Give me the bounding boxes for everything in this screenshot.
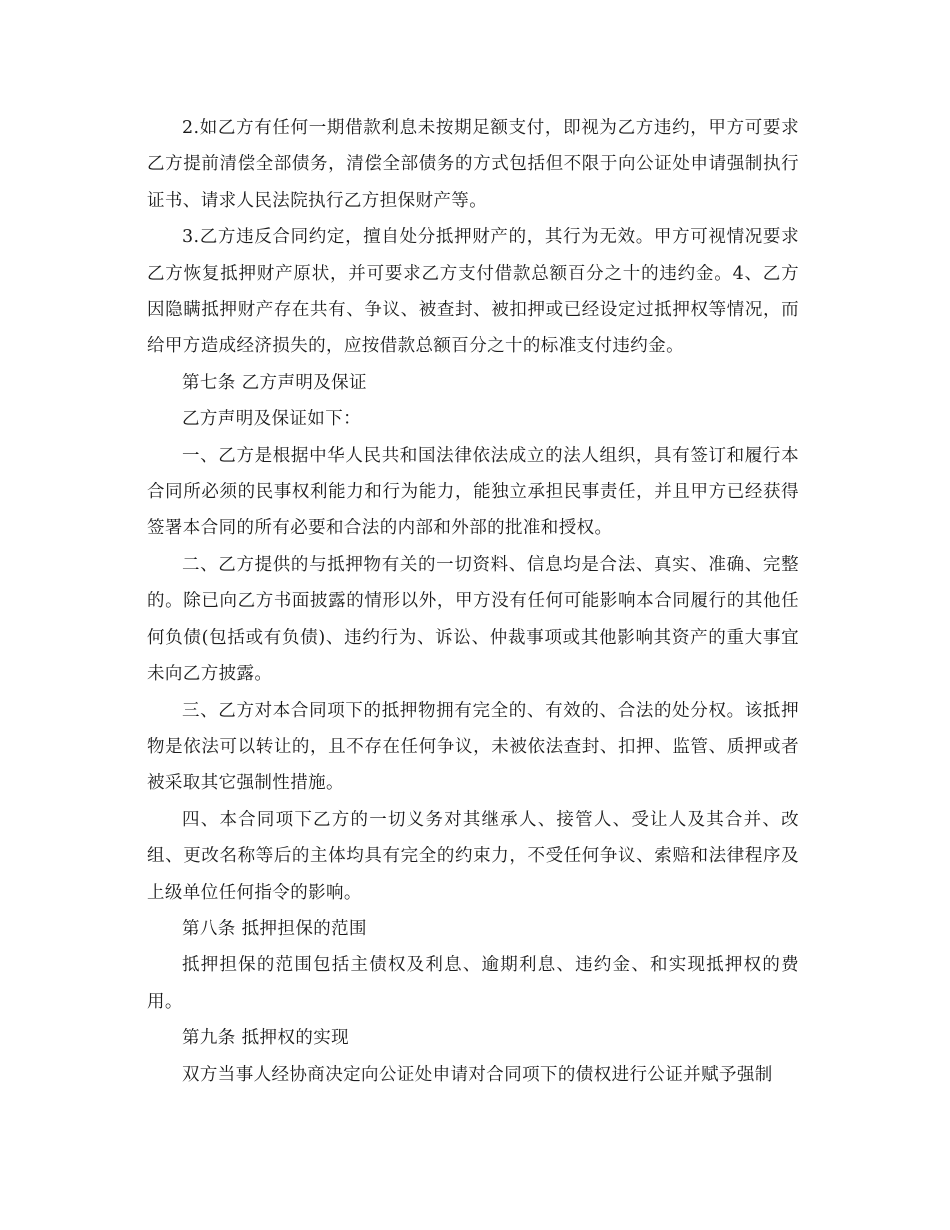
article-8-heading: 第八条 抵押担保的范围 [182, 918, 367, 939]
article-9-heading: 第九条 抵押权的实现 [182, 1028, 350, 1049]
document-body [147, 110, 799, 1093]
article-9-body: 双方当事人经协商决定向公证处申请对合同项下的债权进行公证并赋予强制 [182, 1064, 773, 1085]
article-7-heading: 第七条 乙方声明及保证 [182, 372, 367, 393]
warranty-paragraph-1: 一、乙方是根据中华人民共和国法律依法成立的法人组织，具有签订和履行本合同所必须的民事权利能力和行为能力，能独立承担民事责任，并且甲方已经获得签署本合同的所有必要和合法的内部和外部的批准和授权。 [147, 445, 799, 539]
clause-paragraph-3: 3.乙方违反合同约定，擅自处分抵押财产的，其行为无效。甲方可视情况要求乙方恢复抵押财产原状，并可要求乙方支付借款总额百分之十的违约金。4、乙方因隐瞒抵押财产存在共有、争议、被查封、被扣押或已经设定过抵押权等情况，而给甲方造成经济损失的，应按借款总额百分之十的标准支付违约金。 [147, 227, 799, 357]
clause-paragraph-2: 2.如乙方有任何一期借款利息未按期足额支付，即视为乙方违约，甲方可要求乙方提前清偿全部债务，清偿全部债务的方式包括但不限于向公证处申请强制执行证书、请求人民法院执行乙方担保财产等。 [147, 118, 799, 211]
article-7-intro: 乙方声明及保证如下： [182, 409, 361, 430]
warranty-paragraph-4: 四、本合同项下乙方的一切义务对其继承人、接管人、受让人及其合并、改组、更改名称等后的主体均具有完全的约束力，不受任何争议、索赔和法律程序及上级单位任何指令的影响。 [147, 809, 799, 903]
warranty-paragraph-3: 三、乙方对本合同项下的抵押物拥有完全的、有效的、合法的处分权。该抵押物是依法可以转让的，且不存在任何争议，未被依法查封、扣押、监管、质押或者被采取其它强制性措施。 [147, 700, 799, 794]
article-8-body: 抵押担保的范围包括主债权及利息、逾期利息、违约金、和实现抵押权的费用。 [147, 955, 799, 1012]
warranty-paragraph-2: 二、乙方提供的与抵押物有关的一切资料、信息均是合法、真实、准确、完整的。除已向乙方书面披露的情形以外，甲方没有任何可能影响本合同履行的其他任何负债(包括或有负债)、违约行为、诉讼、仲裁事项或其他影响其资产的重大事宜未向乙方披露。 [147, 554, 799, 685]
